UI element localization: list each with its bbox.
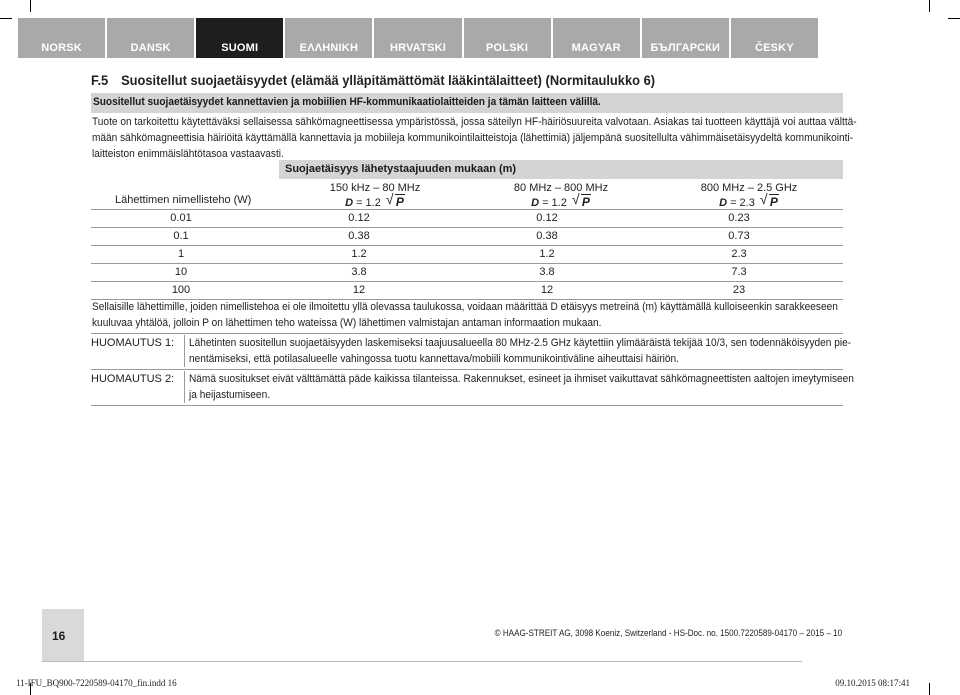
formula: D = 1.2 √ P: [345, 191, 404, 209]
tab-hrvatski[interactable]: HRVATSKI: [374, 18, 461, 58]
note-label: HUOMAUTUS 1:: [91, 337, 175, 349]
note-text: [184, 335, 852, 367]
column-header: [655, 181, 843, 210]
table-row: [91, 227, 843, 245]
table-row: [91, 245, 843, 263]
language-tabs: [18, 18, 818, 58]
tab-suomi[interactable]: SUOMI: [196, 18, 283, 58]
row-header-label: Lähettimen nimellisteho (W): [115, 194, 252, 206]
frequency-range: 150 kHz – 80 MHz: [329, 182, 421, 194]
note-line: Nämä suositukset eivät välttämättä päde kaikissa tilanteissa. Rakennukset, esineet ja ihmiset vaikuttavat sähkömagneettisten aaltojen imeytymiseen: [189, 373, 854, 385]
note-line: Lähetinten suositellun suojaetäisyyden laskemiseksi taajuusalueella 80 MHz-2.5 GHz käytettiin ylimääräistä tekijää 10/3, sen todennäköisyyden pie-: [189, 337, 852, 349]
tab-magyar[interactable]: MAGYAR: [553, 18, 640, 58]
column-header: [467, 181, 655, 210]
tab-cesky[interactable]: ČESKY: [731, 18, 818, 58]
note-text: [184, 371, 854, 403]
table-cell: 0.12: [536, 212, 558, 224]
paragraph-line: Tuote on tarkoitettu käytettäväksi sellaisessa sähkömagneettisessa ympäristössä, jossa säteilyn HF-häiriösuureita valvotaan. Asiakas tai tuotteen käyttäjä voi auttaa välttä-: [92, 116, 857, 128]
section-number: F.5: [91, 72, 109, 88]
note-row: [91, 333, 852, 369]
page-number: 16: [52, 629, 66, 643]
frequency-range: 800 MHz – 2.5 GHz: [700, 182, 798, 194]
table-cell: 0.12: [348, 212, 370, 224]
table-cell: 0.38: [536, 230, 558, 242]
table-header: [91, 179, 843, 209]
column-header: [281, 181, 469, 210]
note-label: HUOMAUTUS 2:: [91, 373, 175, 385]
print-slug-file: 11-IFU_BQ900-7220589-04170_fin.indd 16: [16, 678, 177, 688]
subtitle-text: Suositellut suojaetäisyydet kannettavien ja mobiilien HF-kommunikaatiolaitteiden ja tämän laitteen välillä.: [93, 96, 601, 108]
formula: D = 1.2 √ P: [531, 191, 590, 209]
tab-norsk[interactable]: NORSK: [18, 18, 105, 58]
paragraph-line: mään sähkömagneettisia häiriöitä käyttämällä kannettavia ja mobiileja kommunikointilaitteistoja (lähettimiä) jäljempänä suositellulta vähimmäisetäisyydeltä kommunikointi-: [92, 132, 854, 144]
paragraph-line: Sellaisille lähettimille, joiden nimellistehoa ei ole ilmoitettu yllä olevassa taulukossa, voidaan määrittää D etäisyys metreinä (m) käyttämällä kulloiseenkin sarakkeeseen: [92, 301, 838, 313]
frequency-range: 80 MHz – 800 MHz: [513, 182, 609, 194]
crop-mark: [0, 18, 12, 19]
table-cell: 2.3: [731, 248, 747, 260]
tab-greek[interactable]: ΕΛΛΗΝΙΚΗ: [285, 18, 372, 58]
distance-table: [91, 179, 843, 300]
paragraph-line: laitteiston enimmäislähtötasoa vastaavasti.: [92, 148, 284, 160]
crop-mark: [30, 0, 31, 12]
subtitle-bar: [91, 93, 843, 113]
note-line: ja heijastumiseen.: [189, 389, 271, 401]
table-cell: 12: [352, 284, 366, 296]
sqrt-symbol: √ P: [759, 191, 778, 209]
table-cell: 1.2: [539, 248, 555, 260]
table-cell: 12: [540, 284, 554, 296]
note-row-cut-off: [91, 405, 843, 412]
table-cell: 0.1: [173, 230, 189, 242]
table-cell: 0.73: [728, 230, 750, 242]
formula: D = 2.3 √ P: [719, 191, 778, 209]
table-row: [91, 263, 843, 281]
tab-bulgarian[interactable]: БЪЛГАРСКИ: [642, 18, 729, 58]
note-row: [91, 369, 854, 405]
table-group-header: Suojaetäisyys lähetystaajuuden mukaan (m): [279, 160, 843, 179]
notes-table: [91, 333, 854, 412]
table-cell: 23: [732, 284, 746, 296]
footer-divider: [42, 661, 802, 662]
table-cell: 7.3: [731, 266, 747, 278]
table-cell: 0.23: [728, 212, 750, 224]
table-cell: 1: [177, 248, 185, 260]
crop-mark: [948, 18, 960, 19]
note-line: nentämiseksi, että potilasalueelle vahingossa tuotu kannettava/mobiili kommunikointiväline aiheuttaisi häiriön.: [189, 353, 679, 365]
crop-mark: [929, 683, 930, 695]
paragraph-line: kuuluvaa yhtälöä, jolloin P on lähettimen teho wateissa (W) lähettimen valmistajan antaman informaation mukaan.: [92, 317, 602, 329]
copyright-text: © HAAG-STREIT AG, 3098 Koeniz, Switzerland - HS-Doc. no. 1500.7220589-04170 – 2015 – 10: [494, 628, 842, 638]
table-cell: 3.8: [351, 266, 367, 278]
table-row: [91, 281, 843, 300]
tab-polski[interactable]: POLSKI: [464, 18, 551, 58]
table-cell: 100: [171, 284, 191, 296]
table-cell: 1.2: [351, 248, 367, 260]
table-cell: 0.01: [170, 212, 192, 224]
page-number-box: [42, 609, 84, 661]
table-cell: 10: [174, 266, 188, 278]
table-row: [91, 209, 843, 227]
section-heading: [91, 72, 655, 88]
table-cell: 0.38: [348, 230, 370, 242]
tab-dansk[interactable]: DANSK: [107, 18, 194, 58]
sqrt-symbol: √ P: [385, 191, 404, 209]
intro-paragraph: [92, 114, 857, 162]
crop-mark: [929, 0, 930, 12]
after-table-paragraph: [92, 299, 844, 331]
section-title: Suositellut suojaetäisyydet (elämää ylläpitämättömät lääkintälaitteet) (Normitaulukko 6): [121, 72, 656, 88]
print-slug-date: 09.10.2015 08:17:41: [835, 678, 910, 688]
sqrt-symbol: √ P: [571, 191, 590, 209]
table-cell: 3.8: [539, 266, 555, 278]
